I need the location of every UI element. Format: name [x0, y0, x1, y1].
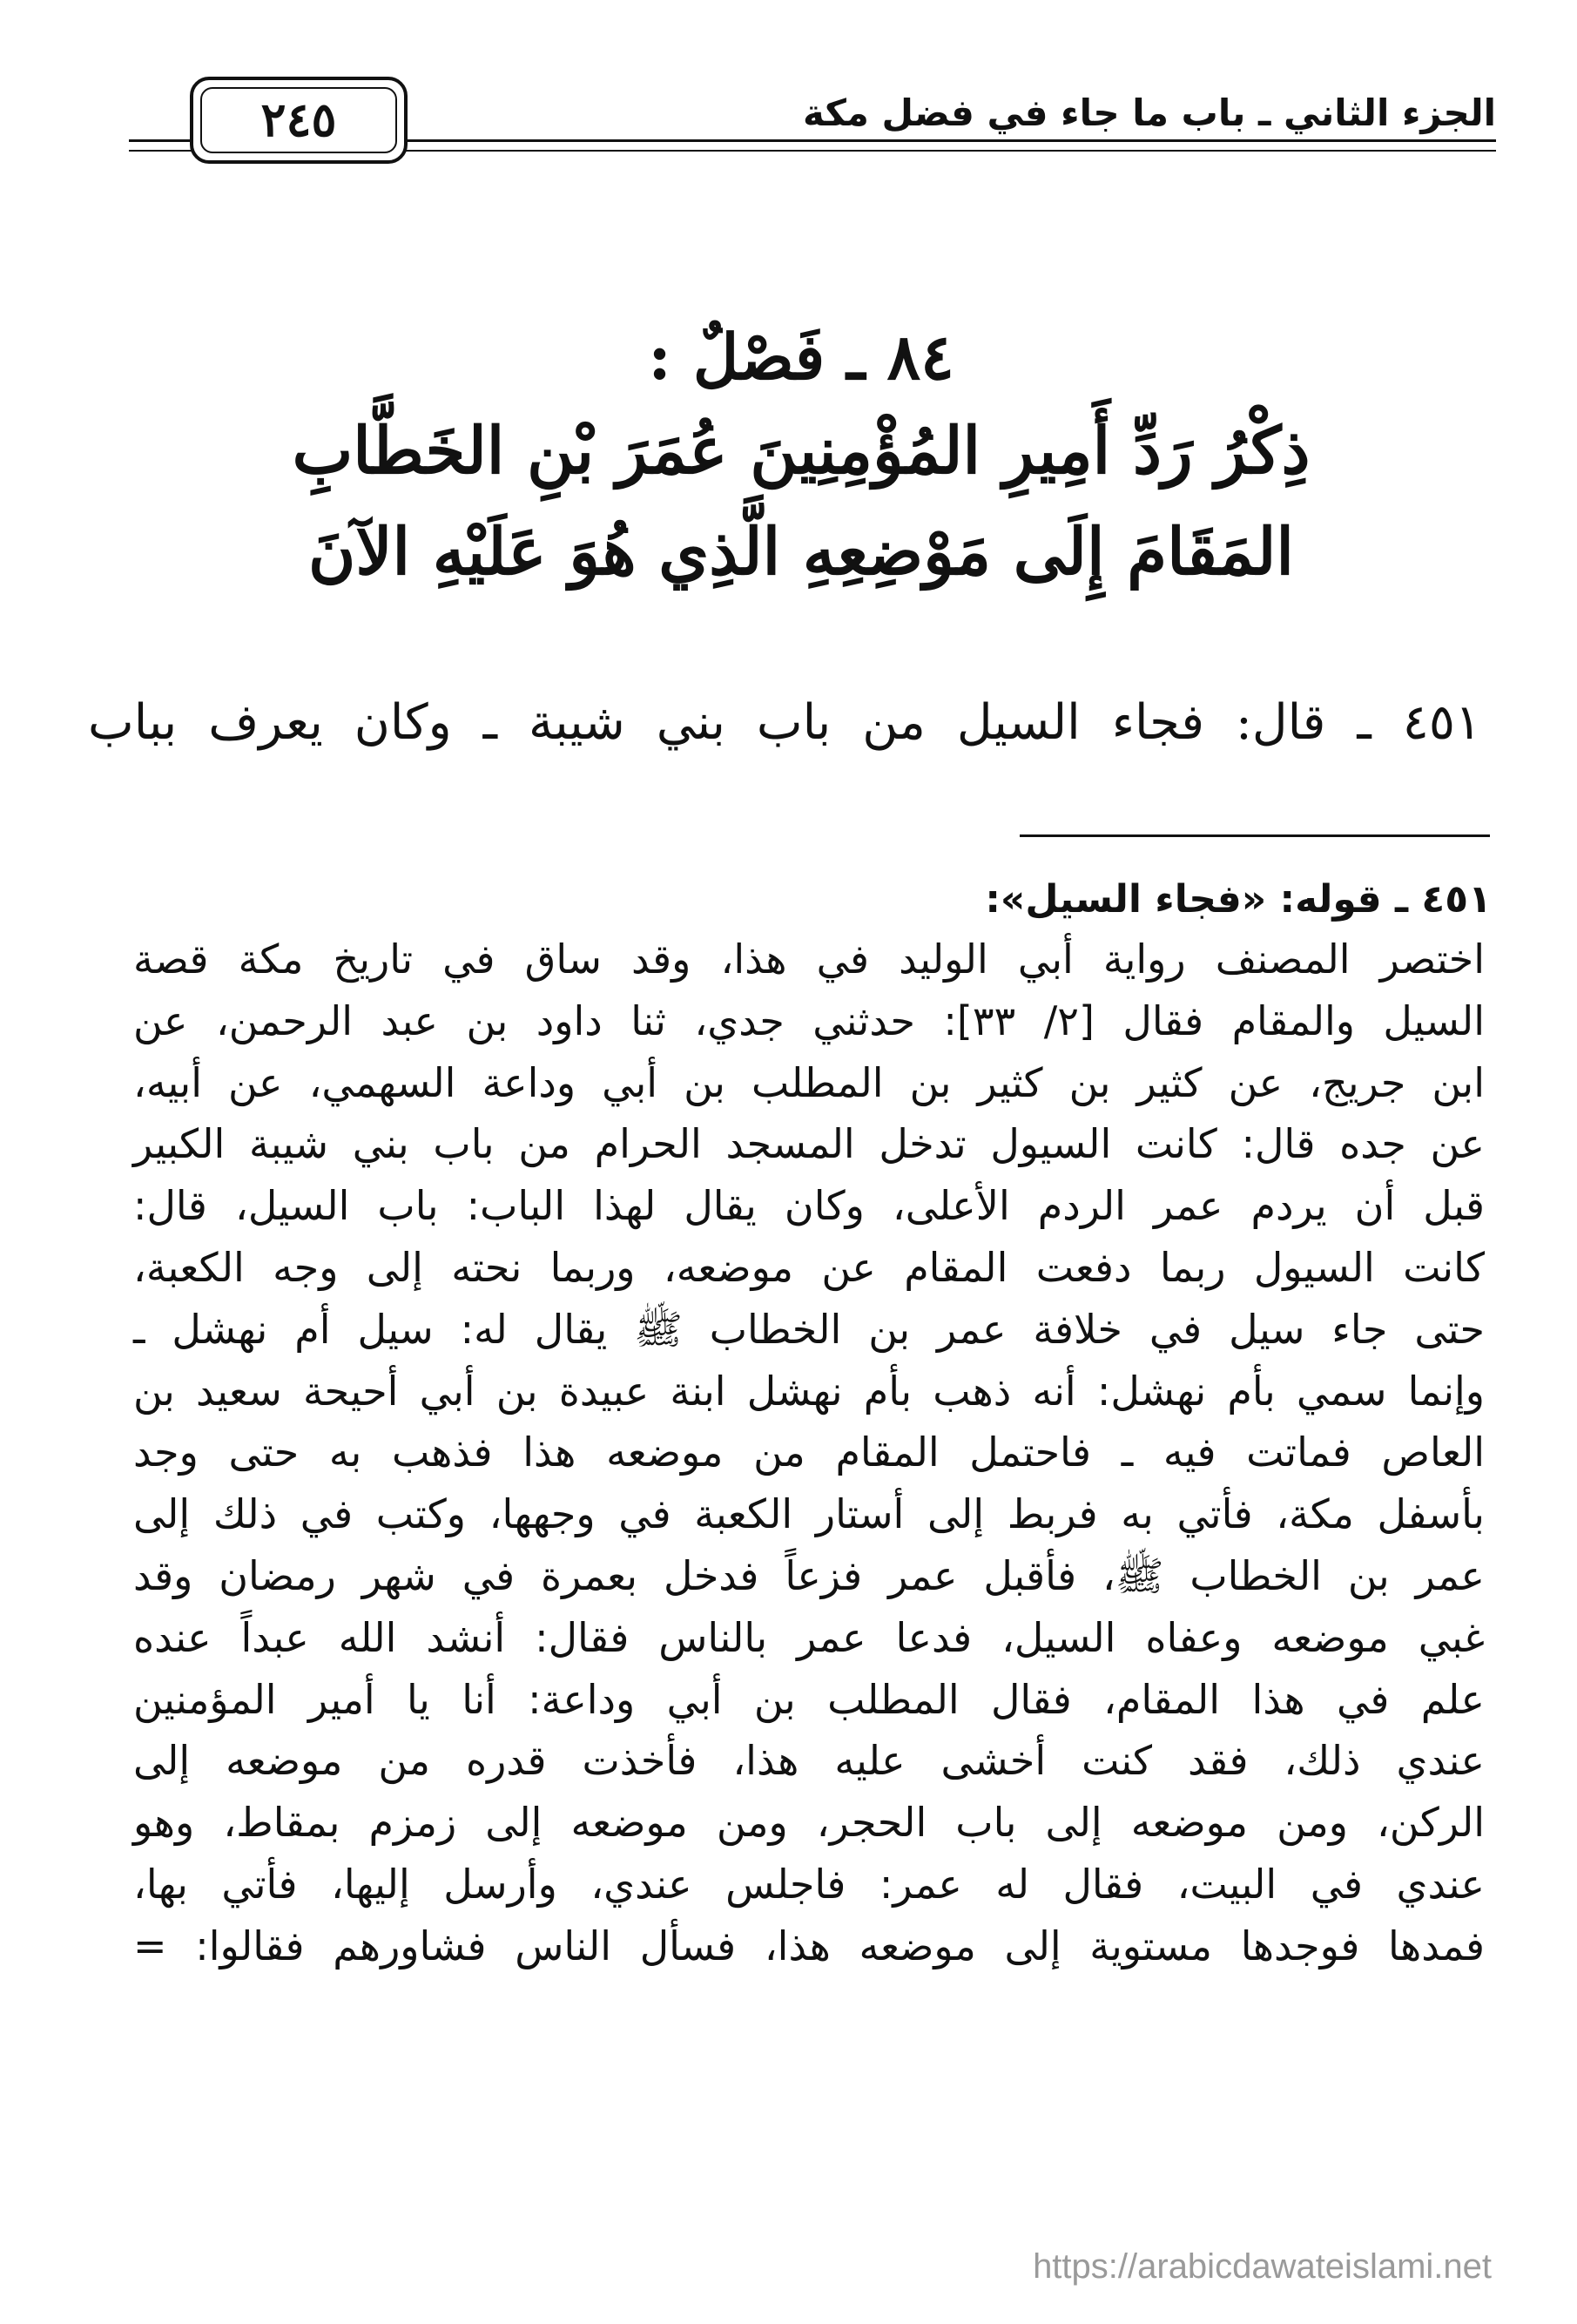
main-text-line: ٤٥١ ـ قال: فجاء السيل من باب بني شيبة ـ وكان يعرف بباب	[88, 694, 1481, 751]
commentary-line: عندي في البيت، فقال له عمر: فاجلس عندي، وأرسل إليها، فأتي بها،	[133, 1860, 1485, 1908]
commentary-line: قبل أن يردم عمر الردم الأعلى، وكان يقال لهذا الباب: باب السيل، قال:	[133, 1182, 1485, 1230]
commentary	[133, 871, 1492, 1977]
commentary-line: الركن، ومن موضعه إلى باب الحجر، ومن موضعه إلى زمزم بمقاط، وهو	[133, 1799, 1485, 1847]
watermark-url: https://arabicdawateislami.net	[1033, 2247, 1492, 2286]
page-header	[129, 70, 1496, 174]
commentary-line: عندي ذلك، فقد كنت أخشى عليه هذا، فأخذت قدره من موضعه إلى	[133, 1737, 1485, 1785]
page-number: ٢٤٥	[260, 91, 337, 147]
commentary-line: ابن جريج، عن كثير بن كثير بن المطلب بن أبي وداعة السهمي، عن أبيه،	[133, 1058, 1485, 1106]
commentary-line: حتى جاء سيل في خلافة عمر بن الخطاب ﷺ يقال له: سيل أم نهشل ـ	[133, 1305, 1485, 1353]
page-number-frame	[190, 77, 408, 164]
commentary-line: فمدها فوجدها مستوية إلى موضعه هذا، فسأل الناس فشاورهم فقالوا: =	[133, 1922, 1485, 1969]
commentary-heading: ٤٥١ ـ قوله: «فجاء السيل»:	[985, 877, 1492, 922]
commentary-line: علم في هذا المقام، فقال المطلب بن أبي وداعة: أنا يا أمير المؤمنين	[133, 1675, 1485, 1723]
running-head: الجزء الثاني ـ باب ما جاء في فضل مكة	[802, 91, 1496, 134]
commentary-line: غبي موضعه وعفاه السيل، فدعا عمر بالناس فقال: أنشد الله عبداً عنده	[133, 1613, 1485, 1661]
commentary-line: كانت السيول ربما دفعت المقام عن موضعه، وربما نحته إلى وجه الكعبة،	[133, 1243, 1485, 1291]
commentary-line: السيل والمقام فقال [٢/ ٣٣]: حدثني جدي، ثنا داود بن عبد الرحمن، عن	[133, 996, 1485, 1044]
commentary-line: عن جده قال: كانت السيول تدخل المسجد الحرام من باب بني شيبة الكبير	[133, 1120, 1485, 1168]
commentary-line: بأسفل مكة، فأتي به فربط إلى أستار الكعبة في وجهها، وكتب في ذلك إلى	[133, 1490, 1485, 1538]
section-heading	[122, 314, 1480, 603]
commentary-line: عمر بن الخطاب ﷺ، فأقبل عمر فزعاً فدخل بعمرة في شهر رمضان وقد	[133, 1551, 1485, 1599]
footnote-separator	[1020, 834, 1490, 837]
section-title-line: المَقَامَ إِلَى مَوْضِعِهِ الَّذِي هُوَ عَلَيْهِ الآنَ	[307, 515, 1294, 590]
commentary-line: اختصر المصنف رواية أبي الوليد في هذا، وقد ساق في تاريخ مكة قصة	[133, 936, 1485, 983]
section-number: ٨٤ ـ فَصْلٌ :	[648, 320, 954, 394]
commentary-line: العاص فماتت فيه ـ فاحتمل المقام من موضعه هذا فذهب به حتى وجد	[133, 1429, 1485, 1476]
commentary-line: وإنما سمي بأم نهشل: أنه ذهب بأم نهشل ابنة عبيدة بن أبي أحيحة سعيد بن	[133, 1367, 1485, 1415]
section-title-line: ذِكْرُ رَدِّ أَمِيرِ المُؤْمِنِينَ عُمَرَ بْنِ الخَطَّابِ	[292, 414, 1311, 489]
